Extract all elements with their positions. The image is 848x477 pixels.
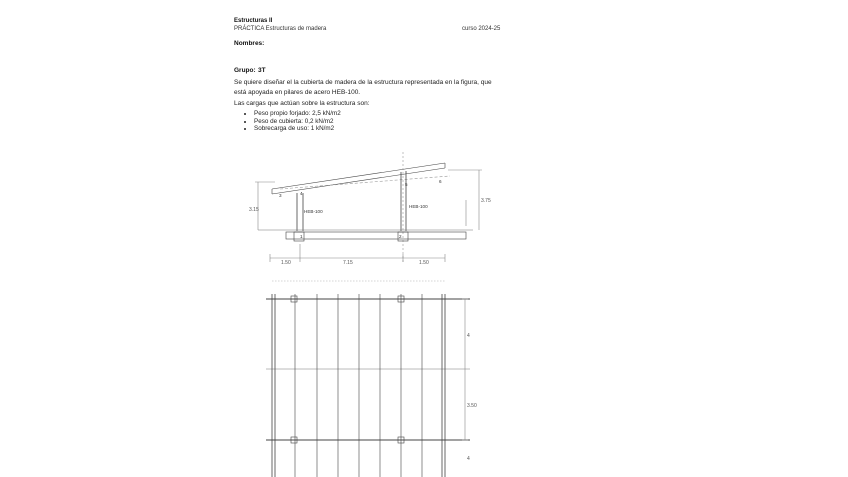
- node-label: 5: [405, 182, 408, 187]
- plan-drawing: [266, 281, 470, 477]
- group-value: 3T: [258, 67, 266, 74]
- statement-line-2: está apoyada en pilares de acero HEB-100.: [234, 89, 361, 96]
- statement-line-3: Las cargas que actúan sobre la estructura son:: [234, 100, 370, 107]
- node-label: 3: [279, 193, 282, 198]
- statement-line-1: Se quiere diseñar el la cubierta de madera de la estructura representada en la figura, que: [234, 79, 492, 86]
- node-label: 6: [439, 179, 442, 184]
- dimension-left: 3.15: [249, 207, 259, 213]
- group-label: Grupo:: [234, 67, 256, 74]
- base-slab: [286, 232, 466, 239]
- list-item: • Peso propio forjado: 2,5 kN/m2: [254, 110, 341, 118]
- plan-labels: [467, 333, 477, 462]
- plan-dimension: 4: [467, 333, 470, 339]
- column-left-label: HEB-100: [304, 209, 323, 214]
- roof-bottom-line: [272, 168, 445, 194]
- roof-top-line: [272, 163, 445, 189]
- node-label: 4: [300, 191, 303, 196]
- dimension-bottom: 1.50: [281, 260, 291, 266]
- column-right-label: HEB-100: [409, 204, 428, 209]
- practice-title: PRÁCTICA Estructuras de madera: [234, 26, 327, 32]
- dimension-bottom: 7.15: [343, 260, 353, 266]
- node-label: 2: [399, 234, 402, 239]
- node-label: 1: [300, 234, 303, 239]
- course-title: Estructuras II: [234, 18, 273, 24]
- dimension-right: 3.75: [481, 198, 491, 204]
- roof-beam-line: [280, 176, 450, 189]
- dimension-bottom: 1.50: [419, 260, 429, 266]
- elevation-drawing: [255, 152, 482, 262]
- plan-dimension: 3.50: [467, 403, 477, 409]
- list-item: • Sobrecarga de uso: 1 kN/m2: [254, 125, 341, 133]
- names-label: Nombres:: [234, 40, 265, 47]
- academic-year: curso 2024-25: [462, 26, 501, 32]
- plan-dimension: 4: [467, 456, 470, 462]
- list-item: • Peso de cubierta: 0,2 kN/m2: [254, 118, 341, 126]
